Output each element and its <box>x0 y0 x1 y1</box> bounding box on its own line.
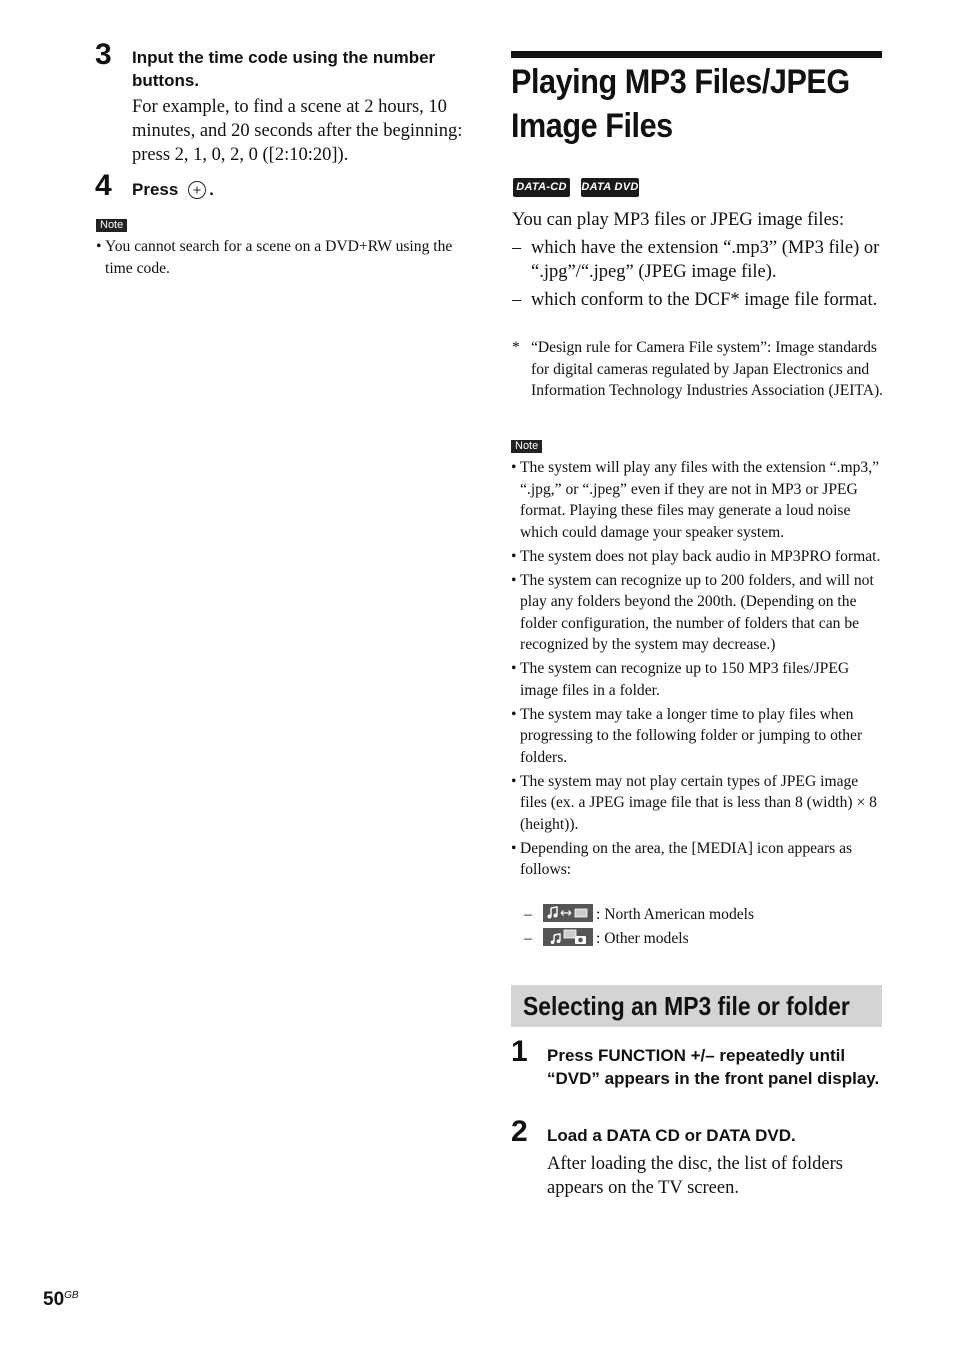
step-3-body: For example, to find a scene at 2 hours, 10 minutes, and 20 seconds after the beginning: press 2, 1, 0, 2, 0 ([2:10:20]). <box>132 97 463 165</box>
media-row-other <box>524 928 689 950</box>
title-rule <box>511 51 882 58</box>
media-row-text: : Other models <box>596 930 689 947</box>
media-row-text: : North American models <box>596 906 755 923</box>
media-music-video-icon <box>543 904 593 922</box>
media-music-photo-icon <box>543 928 593 946</box>
page-title-line-2: Image Files <box>511 107 673 145</box>
note-list-left <box>96 236 470 282</box>
page-title-line-1: Playing MP3 Files/JPEG <box>511 63 850 101</box>
note-badge-right: Note <box>511 440 542 453</box>
section-step-2-body: After loading the disc, the list of folders appears on the TV screen. <box>547 1154 843 1198</box>
note-item: • Depending on the area, the [MEDIA] icon appears as follows: <box>511 838 885 881</box>
step-4-heading-period: . <box>209 180 214 199</box>
media-row-north-america <box>524 904 754 926</box>
section-step-1-heading: Press FUNCTION +/– repeatedly until “DVD” appears in the front panel display. <box>547 1046 880 1088</box>
footnote-text: “Design rule for Camera File system”: Image standards for digital cameras regulated by Japan Electronics and Information Technology Industries Association (JEITA). <box>531 339 884 399</box>
note-list-right <box>511 457 885 883</box>
note-item: • The system may take a longer time to play files when progressing to the following folder or jumping to other folders. <box>511 704 885 769</box>
note-item: • The system may not play certain types of JPEG image files (ex. a JPEG image file that is less than 8 (width) × 8 (height)). <box>511 771 885 836</box>
section-step-2-heading: Load a DATA CD or DATA DVD. <box>547 1126 796 1145</box>
page-number <box>43 1284 79 1312</box>
data-cd-badge: DATA-CD <box>513 178 570 197</box>
condition-item: – which conform to the DCF* image file format. <box>512 288 884 312</box>
note-badge-left: Note <box>96 219 127 232</box>
step-4-heading <box>132 178 472 201</box>
page-number-value: 50 <box>43 1289 65 1310</box>
note-item: • The system can recognize up to 150 MP3 files/JPEG image files in a folder. <box>511 658 885 701</box>
enter-button-icon <box>187 180 207 200</box>
step-3-heading: Input the time code using the number buttons. <box>132 48 436 90</box>
section-step-2-number: 2 <box>511 1115 528 1148</box>
step-3-number: 3 <box>95 38 112 71</box>
note-item: • The system does not play back audio in MP3PRO format. <box>511 546 885 568</box>
condition-item: – which have the extension “.mp3” (MP3 file) or “.jpg”/“.jpeg” (JPEG image file). <box>512 236 884 284</box>
note-item: • The system will play any files with the extension “.mp3,” “.jpg,” or “.jpeg” even if they are not in MP3 or JPEG format. Playing these files may generate a loud noise which could damage your speaker system. <box>511 457 885 543</box>
note-item: • You cannot search for a scene on a DVD+RW using the time code. <box>96 236 470 279</box>
media-row-dash: – <box>524 930 532 947</box>
note-item: • The system can recognize up to 200 folders, and will not play any folders beyond the 200th. (Depending on the folder configuration, the number of folders that can be recognized by the system may decrease.) <box>511 570 885 656</box>
media-row-dash: – <box>524 906 532 923</box>
section-step-1-number: 1 <box>511 1035 528 1068</box>
footnote-mark: * <box>512 339 520 356</box>
step-4-heading-text: Press <box>132 180 179 199</box>
section-header <box>511 985 882 1027</box>
data-dvd-badge: DATA DVD <box>581 178 639 197</box>
page-number-suffix: GB <box>64 1290 79 1301</box>
step-4-number: 4 <box>95 169 112 202</box>
section-title: Selecting an MP3 file or folder <box>523 991 850 1021</box>
conditions-list <box>512 236 884 316</box>
intro-text: You can play MP3 files or JPEG image files: <box>512 210 845 230</box>
